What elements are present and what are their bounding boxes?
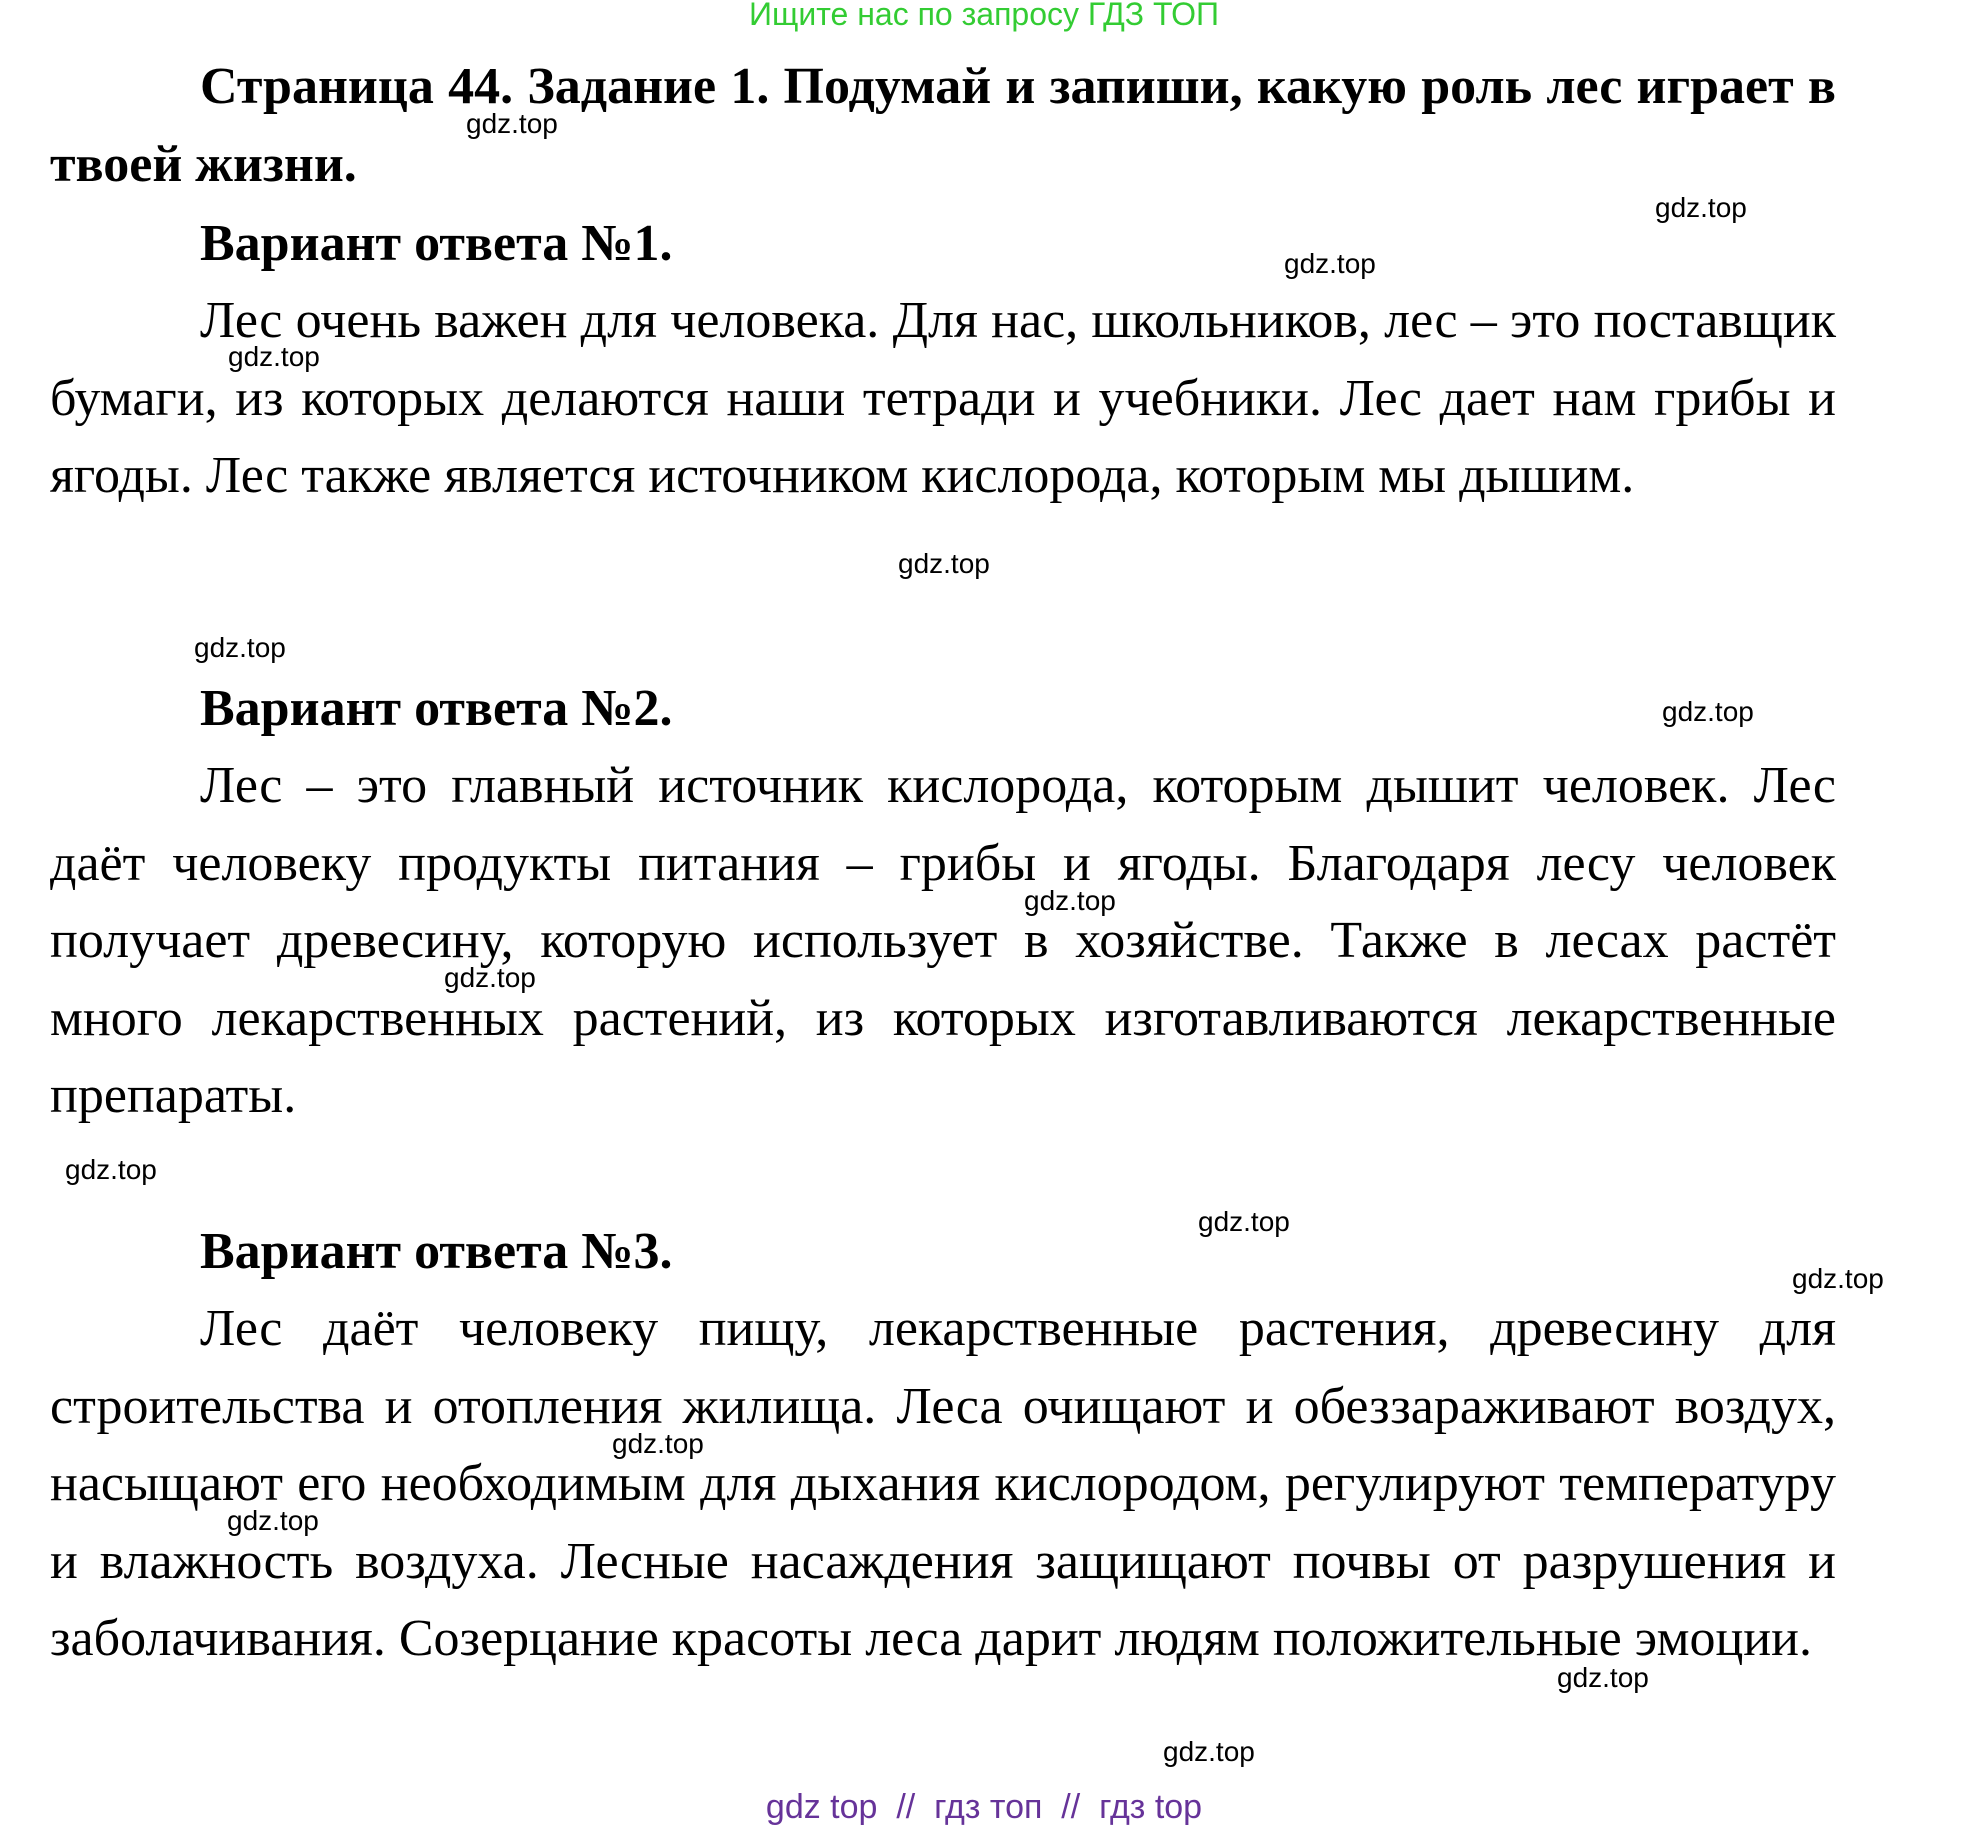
watermark: gdz.top [1284,248,1376,279]
watermark: gdz.top [444,962,536,993]
variant-3-heading: Вариант ответа №3. [200,1223,673,1280]
watermark: gdz.top [228,341,320,372]
watermark: gdz.top [227,1505,319,1536]
watermark: gdz.top [1024,885,1116,916]
watermark: gdz.top [194,632,286,663]
watermark: gdz.top [898,548,990,579]
variant-2-heading: Вариант ответа №2. [200,680,673,737]
watermark: gdz.top [1792,1263,1884,1294]
watermark: gdz.top [1557,1662,1649,1693]
watermark: gdz.top [1655,192,1747,223]
variant-3-text: Лес даёт человеку пищу, лекарственные растения, древесину для строительства и отопления жилища. Леса очищают и обеззараживают воздух, насыщают его необходимым для дыхания кислородом, регулируют температуру и влажность воздуха. Лесные насаждения защищают почвы от разрушения и заболачивания. Созерцание красоты леса дарит людям положительные эмоции. [50,1300,1836,1667]
top-banner: Ищите нас по запросу ГДЗ ТОП [749,0,1219,32]
variant-1-text: Лес очень важен для человека. Для нас, школьников, лес – это поставщик бумаги, из которых делаются наши тетради и учебники. Лес дает нам грибы и ягоды. Лес также является источником кислорода, которым мы дышим. [50,292,1836,504]
watermark: gdz.top [1662,696,1754,727]
footer-links: gdz top // гдз топ // гдз top [765,1788,1203,1826]
variant-2-text: Лес – это главный источник кислорода, которым дышит человек. Лес даёт человеку продукты питания – грибы и ягоды. Благодаря лесу человек получает древесину, которую использует в хозяйстве. Также в лесах растёт много лекарственных растений, из которых изготавливаются лекарственные препараты. [50,757,1836,1124]
watermark: gdz.top [65,1154,157,1185]
variant-1-heading: Вариант ответа №1. [200,215,673,272]
watermark: gdz.top [612,1428,704,1459]
watermark: gdz.top [466,108,558,139]
task-title: Страница 44. Задание 1. Подумай и запиши, какую роль лес играет в твоей жизни. [50,58,1836,193]
watermark: gdz.top [1163,1736,1255,1767]
watermark: gdz.top [1198,1206,1290,1237]
